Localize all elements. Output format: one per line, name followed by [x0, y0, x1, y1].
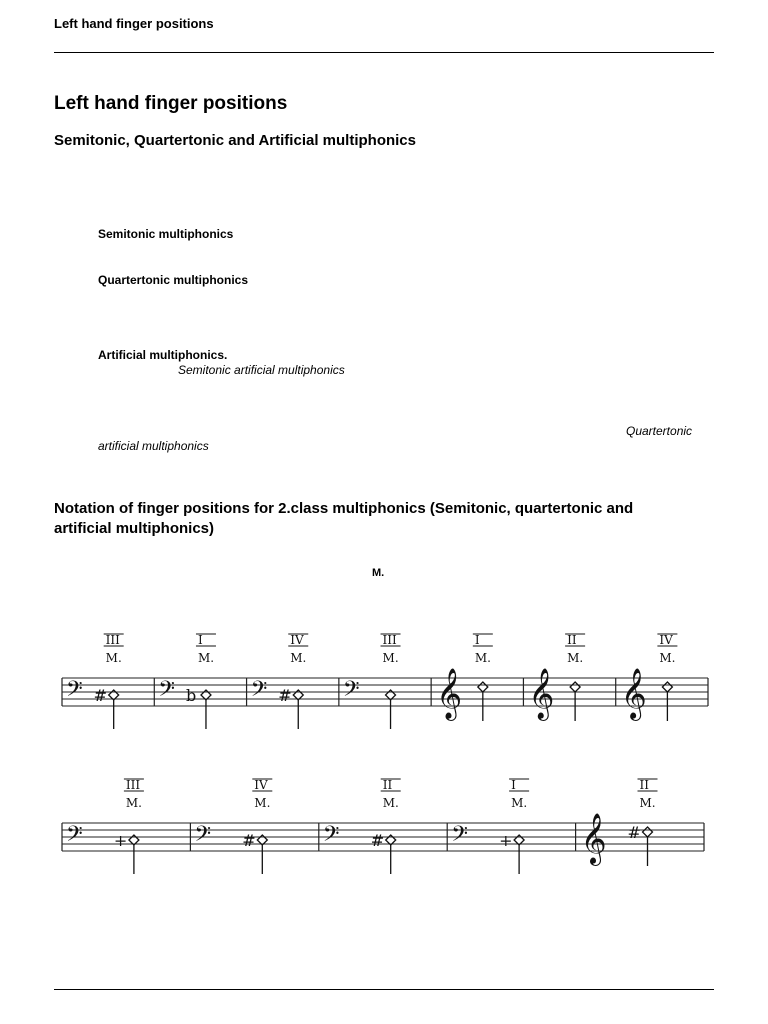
string-number-label: I [197, 633, 203, 647]
m-label: M. [372, 567, 385, 579]
bass-clef: 𝄢 [342, 677, 360, 707]
page-title: Left hand finger positions [54, 93, 288, 114]
m-annotation: M. [474, 651, 491, 665]
string-number-label: IV [290, 633, 304, 647]
quartertonic-word: Quartertonic [626, 424, 693, 438]
accidental-sign: # [370, 831, 385, 850]
m-annotation: M. [511, 796, 528, 810]
artificial-heading: Artificial multiphonics. [98, 348, 228, 362]
m-annotation: M. [639, 796, 656, 810]
m-annotation: M. [659, 651, 676, 665]
string-number-label: II [639, 778, 649, 792]
string-number-label: IV [659, 633, 673, 647]
page-subtitle: Semitonic, Quartertonic and Artificial multiphonics [54, 132, 416, 149]
semitonic-heading: Semitonic multiphonics [98, 227, 234, 241]
bass-clef: 𝄢 [250, 677, 268, 707]
string-number-label: I [474, 633, 480, 647]
m-annotation: M. [382, 651, 399, 665]
treble-clef: 𝄞 [580, 813, 607, 864]
accidental-sign: + [113, 831, 128, 850]
bass-clef: 𝄢 [66, 822, 83, 852]
m-annotation: M. [105, 651, 122, 665]
treble-clef: 𝄞 [528, 668, 555, 719]
string-number-label: II [382, 778, 393, 792]
m-annotation: M. [197, 651, 215, 665]
m-annotation: M. [382, 796, 399, 810]
m-annotation: M. [290, 651, 307, 665]
string-number-label: I [511, 778, 516, 792]
harmonic-note [643, 827, 653, 837]
accidental-sign: # [242, 831, 256, 850]
m-annotation: M. [254, 796, 271, 810]
harmonic-note [662, 682, 672, 692]
bass-clef: 𝄢 [66, 677, 83, 707]
artificial-word: artificial multiphonics [98, 439, 209, 453]
m-annotation: M. [125, 796, 143, 810]
accidental-sign: # [93, 686, 108, 705]
treble-clef: 𝄞 [436, 668, 463, 719]
accidental-sign: # [627, 823, 641, 842]
accidental-sign: b [185, 686, 197, 705]
treble-clef: 𝄞 [620, 668, 647, 719]
accidental-sign: + [499, 831, 513, 850]
running-header: Left hand finger positions [54, 16, 214, 31]
score-row-2 [0, 765, 768, 880]
string-number-label: III [382, 633, 397, 647]
m-annotation: M. [567, 651, 584, 665]
footer-rule [54, 989, 714, 990]
quartertonic-heading: Quartertonic multiphonics [98, 273, 249, 287]
bass-clef: 𝄢 [158, 677, 176, 707]
string-number-label: II [567, 633, 577, 647]
string-number-label: III [125, 778, 141, 792]
harmonic-note [478, 682, 488, 692]
accidental-sign: # [278, 686, 292, 705]
string-number-label: IV [254, 778, 268, 792]
bass-clef: 𝄢 [451, 822, 468, 852]
header-rule [54, 52, 714, 53]
string-number-label: III [105, 633, 120, 647]
harmonic-note [570, 682, 580, 692]
bass-clef: 𝄢 [194, 822, 212, 852]
semitonic-artificial-label: Semitonic artificial multiphonics [178, 363, 345, 377]
notation-heading: Notation of finger positions for 2.class multiphonics (Semitonic, quartertonic and artificial multiphonics) [54, 500, 634, 537]
score-row-1 [0, 620, 768, 735]
bass-clef: 𝄢 [322, 822, 340, 852]
